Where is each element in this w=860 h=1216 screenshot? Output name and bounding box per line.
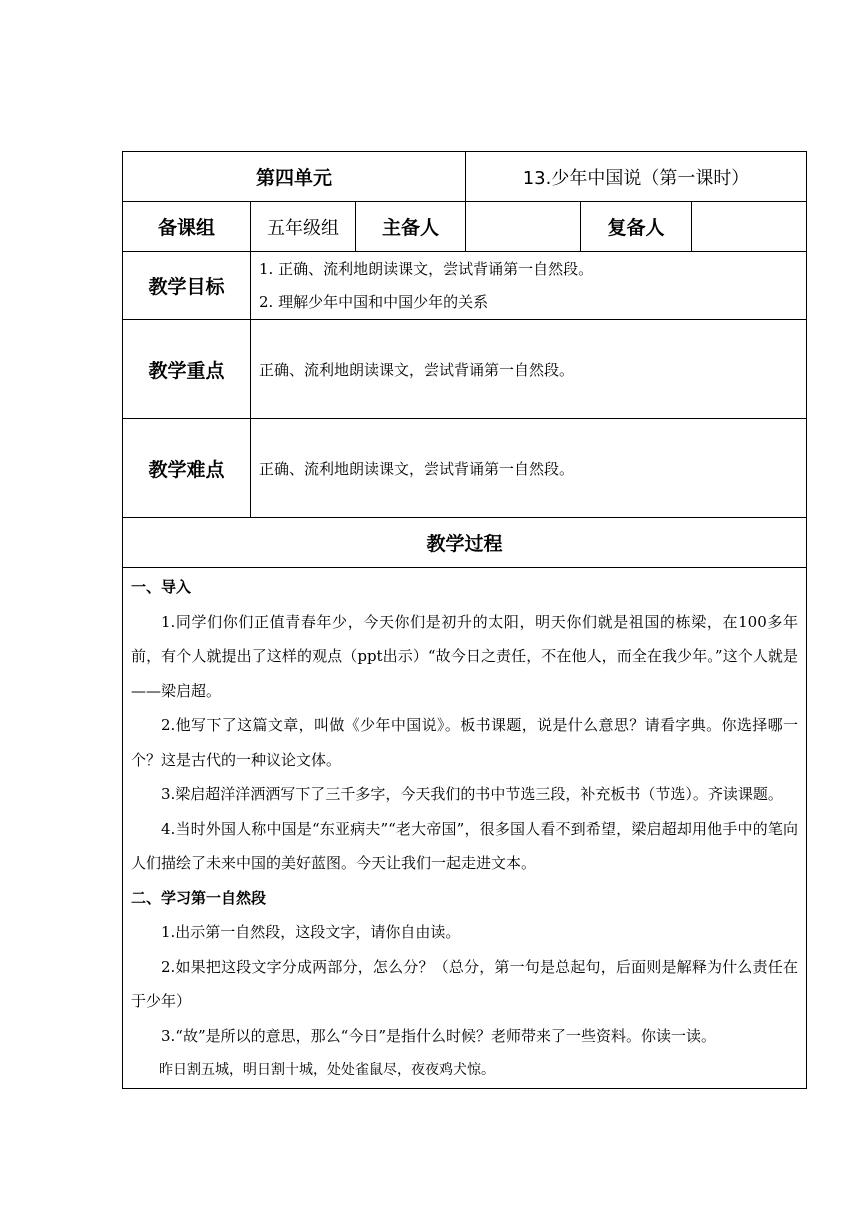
goals-label: 教学目标	[123, 252, 251, 320]
review-preparer-label: 复备人	[581, 202, 692, 252]
goals-content	[251, 252, 807, 320]
process-paragraph: 2.如果把这段文字分成两部分，怎么分？（总分，第一句是总起句，后面则是解释为什么责任在于少年）	[131, 957, 798, 1010]
difficulties-label: 教学难点	[123, 419, 251, 518]
process-paragraph: 3.“故”是所以的意思，那么“今日”是指什么时候？老师带来了一些资料。你读一读。	[161, 1026, 716, 1045]
main-preparer-value	[466, 202, 581, 252]
lesson-plan-table	[122, 151, 807, 1089]
process-paragraph: 2.他写下了这篇文章，叫做《少年中国说》。板书课题，说是什么意思？请看字典。你选择哪一个？这是古代的一种议论文体。	[131, 716, 798, 769]
prep-group-label: 备课组	[123, 202, 251, 252]
main-preparer-label: 主备人	[356, 202, 466, 252]
prep-row	[123, 202, 807, 252]
header-row	[123, 152, 807, 202]
prep-group-value: 五年级组	[251, 202, 356, 252]
difficulties-row	[123, 419, 807, 518]
key-points-row	[123, 320, 807, 419]
process-title-row	[123, 518, 807, 568]
section-heading: 二、学习第一自然段	[131, 888, 267, 907]
section-heading: 一、导入	[131, 578, 192, 596]
process-paragraph: 1.出示第一自然段，这段文字，请你自由读。	[161, 923, 461, 941]
process-paragraph: 4.当时外国人称中国是“东亚病夫”“老大帝国”，很多国人看不到希望，梁启超却用他手中的笔向人们描绘了未来中国的美好蓝图。今天让我们一起走进文本。	[131, 819, 798, 872]
difficulties-text: 正确、流利地朗读课文，尝试背诵第一自然段。	[251, 419, 807, 518]
unit-cell: 第四单元	[123, 152, 466, 202]
key-points-text: 正确、流利地朗读课文，尝试背诵第一自然段。	[251, 320, 807, 419]
process-row	[123, 568, 807, 1089]
process-paragraph: 3.梁启超洋洋洒洒写下了三千多字，今天我们的书中节选三段，补充板书（节选）。齐读课题。	[161, 785, 783, 803]
review-preparer-value	[692, 202, 807, 252]
process-content	[123, 568, 807, 1089]
goal-item: 1. 正确、流利地朗读课文，尝试背诵第一自然段。	[259, 259, 594, 278]
lesson-title-cell: 13.少年中国说（第一课时）	[466, 152, 807, 202]
process-title: 教学过程	[123, 518, 807, 568]
quote-paragraph: 昨日割五城，明日割十城，处处雀鼠尽，夜夜鸡犬惊。	[159, 1062, 495, 1078]
goal-item: 2. 理解少年中国和中国少年的关系	[259, 292, 489, 311]
key-points-label: 教学重点	[123, 320, 251, 419]
process-paragraph: 1.同学们你们正值青春年少，今天你们是初升的太阳，明天你们就是祖国的栋梁，在100多年前，有个人就提出了这样的观点（ppt出示）“故今日之责任，不在他人，而全在我少年。”这个人就是——梁启超。	[131, 612, 798, 700]
goals-row	[123, 252, 807, 320]
